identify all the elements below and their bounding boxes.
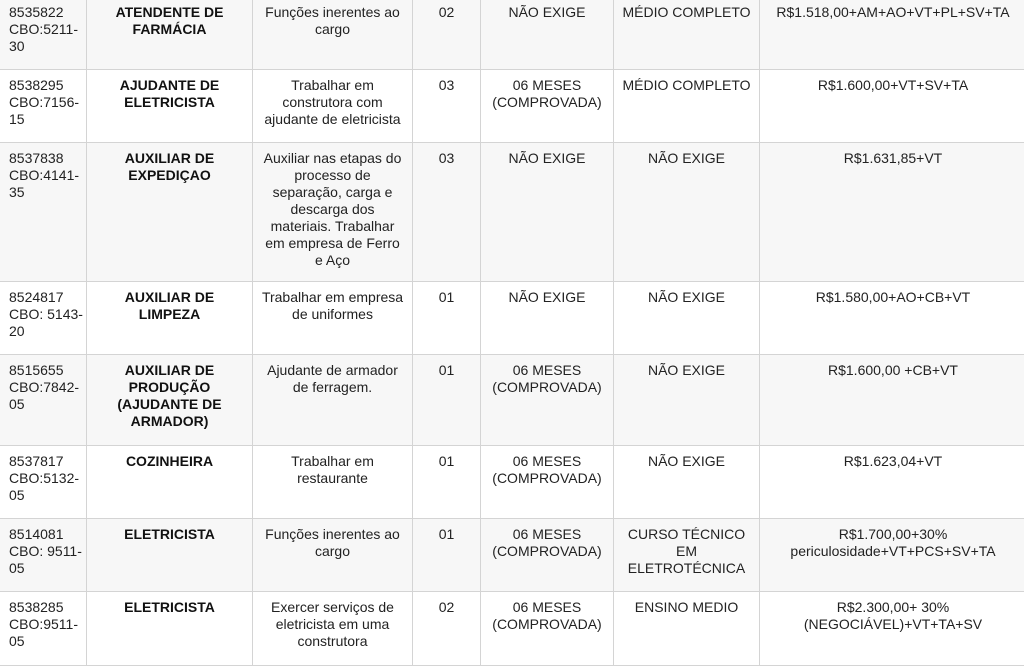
job-code-cell: 8524817 CBO: 5143-20 [0, 282, 87, 355]
experience-cell: 06 MESES (COMPROVADA) [481, 519, 614, 592]
table-row [0, 282, 1024, 355]
table-row [0, 70, 1024, 143]
education-cell: NÃO EXIGE [614, 355, 760, 446]
job-code-cell: 8537838 CBO:4141-35 [0, 143, 87, 282]
salary-cell: R$1.600,00 +CB+VT [760, 355, 1024, 446]
education-cell: NÃO EXIGE [614, 446, 760, 519]
salary-cell: R$1.700,00+30% periculosidade+VT+PCS+SV+TA [760, 519, 1024, 592]
education-cell: CURSO TÉCNICO EM ELETROTÉCNICA [614, 519, 760, 592]
job-code-cell: 8538285 CBO:9511-05 [0, 592, 87, 666]
table-row [0, 143, 1024, 282]
vacancies-cell: 02 [413, 592, 481, 666]
job-title-cell: AJUDANTE DE ELETRICISTA [87, 70, 253, 143]
job-title-cell: ELETRICISTA [87, 519, 253, 592]
job-title-cell: ATENDENTE DE FARMÁCIA [87, 0, 253, 70]
job-title-cell: COZINHEIRA [87, 446, 253, 519]
job-code-cell: 8538295 CBO:7156-15 [0, 70, 87, 143]
job-description-cell: Trabalhar em restaurante [253, 446, 413, 519]
salary-cell: R$1.580,00+AO+CB+VT [760, 282, 1024, 355]
experience-cell: NÃO EXIGE [481, 282, 614, 355]
vacancies-cell: 01 [413, 446, 481, 519]
education-cell: NÃO EXIGE [614, 282, 760, 355]
experience-cell: NÃO EXIGE [481, 0, 614, 70]
experience-cell: 06 MESES (COMPROVADA) [481, 355, 614, 446]
table-row [0, 592, 1024, 666]
vacancies-cell: 03 [413, 143, 481, 282]
experience-cell: 06 MESES (COMPROVADA) [481, 592, 614, 666]
experience-cell: NÃO EXIGE [481, 143, 614, 282]
salary-cell: R$1.623,04+VT [760, 446, 1024, 519]
job-code-cell: 8515655 CBO:7842-05 [0, 355, 87, 446]
experience-cell: 06 MESES (COMPROVADA) [481, 446, 614, 519]
education-cell: MÉDIO COMPLETO [614, 0, 760, 70]
job-code-cell: 8537817 CBO:5132-05 [0, 446, 87, 519]
vacancies-cell: 01 [413, 355, 481, 446]
salary-cell: R$1.600,00+VT+SV+TA [760, 70, 1024, 143]
job-code-cell: 8535822 CBO:5211-30 [0, 0, 87, 70]
education-cell: NÃO EXIGE [614, 143, 760, 282]
job-title-cell: AUXILIAR DE LIMPEZA [87, 282, 253, 355]
table-row [0, 446, 1024, 519]
job-description-cell: Funções inerentes ao cargo [253, 519, 413, 592]
job-description-cell: Auxiliar nas etapas do processo de separação, carga e descarga dos materiais. Trabalhar em empresa de Ferro e Aço [253, 143, 413, 282]
table-row [0, 0, 1024, 70]
salary-cell: R$1.631,85+VT [760, 143, 1024, 282]
job-description-cell: Exercer serviços de eletricista em uma construtora [253, 592, 413, 666]
vacancies-cell: 02 [413, 0, 481, 70]
table-row [0, 519, 1024, 592]
job-title-cell: AUXILIAR DE EXPEDIÇAO [87, 143, 253, 282]
table-row [0, 355, 1024, 446]
education-cell: MÉDIO COMPLETO [614, 70, 760, 143]
salary-cell: R$2.300,00+ 30%(NEGOCIÁVEL)+VT+TA+SV [760, 592, 1024, 666]
vacancies-cell: 03 [413, 70, 481, 143]
experience-cell: 06 MESES (COMPROVADA) [481, 70, 614, 143]
job-title-cell: ELETRICISTA [87, 592, 253, 666]
salary-cell: R$1.518,00+AM+AO+VT+PL+SV+TA [760, 0, 1024, 70]
education-cell: ENSINO MEDIO [614, 592, 760, 666]
job-title-cell: AUXILIAR DE PRODUÇÃO (AJUDANTE DE ARMADOR) [87, 355, 253, 446]
vacancies-cell: 01 [413, 282, 481, 355]
job-description-cell: Trabalhar em empresa de uniformes [253, 282, 413, 355]
job-description-cell: Funções inerentes ao cargo [253, 0, 413, 70]
vacancies-cell: 01 [413, 519, 481, 592]
job-code-cell: 8514081 CBO: 9511-05 [0, 519, 87, 592]
job-description-cell: Trabalhar em construtora com ajudante de eletricista [253, 70, 413, 143]
job-description-cell: Ajudante de armador de ferragem. [253, 355, 413, 446]
